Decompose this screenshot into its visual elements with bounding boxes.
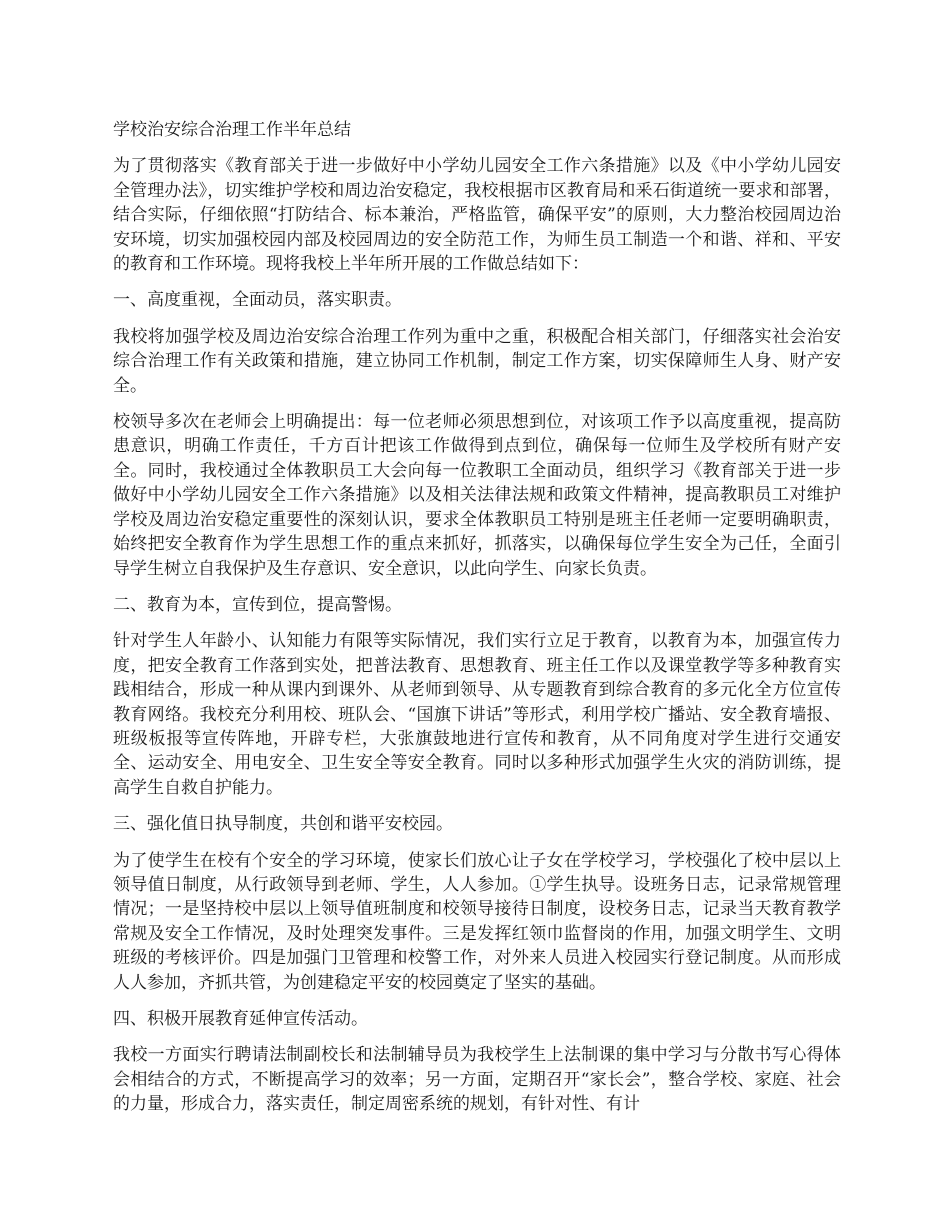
section-4-paragraph: 我校一方面实行聘请法制副校长和法制辅导员为我校学生上法制课的集中学习与分散书写心得体会相结合的方式，不断提高学习的效率；另一方面，定期召开“家长会”，整合学校、家庭、社会的力量，形成合力，落实责任，制定周密系统的规划，有针对性、有计 (113, 1045, 841, 1115)
section-3-paragraph: 为了使学生在校有个安全的学习环境，使家长们放心让子女在学校学习，学校强化了校中层以上领导值日制度，从行政领导到老师、学生，人人参加。①学生执导。设班务日志，记录常规管理情况；一是坚持校中层以上领导值班制度和校领导接待日制度，设校务日志，记录当天教育教学常规及安全工作情况，及时处理突发事件。三是发挥红领巾监督岗的作用，加强文明学生、文明班级的考核评价。四是加强门卫管理和校警工作，对外来人员进入校园实行登记制度。从而形成人人参加，齐抓共管，为创建稳定平安的校园奠定了坚实的基础。 (113, 850, 841, 993)
document-title: 学校治安综合治理工作半年总结 (113, 120, 351, 140)
intro-paragraph: 为了贯彻落实《教育部关于进一步做好中小学幼儿园安全工作六条措施》以及《中小学幼儿园安全管理办法》，切实维护学校和周边治安稳定，我校根据市区教育局和釆石街道统一要求和部署，结合实际，仔细依照“打防结合、标本兼治，严格监管，确保平安”的原则，大力整治校园周边治安环境，切实加强校园内部及校园周边的安全防范工作，为师生员工制造一个和谐、祥和、平安的教育和工作环境。现将我校上半年所开展的工作做总结如下： (113, 156, 841, 275)
document-page (113, 118, 841, 1129)
section-heading-2: 二、教育为本，宣传到位，提高警惕。 (113, 594, 402, 615)
section-1-paragraph-2: 校领导多次在老师会上明确提出：每一位老师必须思想到位，对该项工作予以高度重视，提高防患意识，明确工作责任，千方百计把该工作做得到点到位，确保每一位师生及学校所有财产安全。同时，我校通过全体教职员工大会向每一位教职工全面动员，组织学习《教育部关于进一步做好中小学幼儿园安全工作六条措施》以及相关法律法规和政策文件精神，提高教职员工对维护学校及周边治安稳定重要性的深刻认识，要求全体教职员工特别是班主任老师一定要明确职责，始终把安全教育作为学生思想工作的重点来抓好，抓落实，以确保每位学生安全为己任，全面引导学生树立自我保护及生存意识、安全意识，以此向学生、向家长负责。 (113, 412, 841, 579)
section-heading-4: 四、积极开展教育延伸宣传活动。 (113, 1009, 368, 1029)
section-heading-1: 一、高度重视，全面动员，落实职责。 (113, 290, 402, 311)
section-heading-3: 三、强化值日执导制度，共创和谐平安校园。 (113, 814, 453, 835)
section-1-paragraph-1: 我校将加强学校及周边治安综合治理工作列为重中之重，积极配合相关部门，仔细落实社会治安综合治理工作有关政策和措施，建立协同工作机制，制定工作方案，切实保障师生人身、财产安全。 (113, 326, 841, 396)
section-2-paragraph: 针对学生人年龄小、认知能力有限等实际情况，我们实行立足于教育，以教育为本，加强宣传力度，把安全教育工作落到实处，把普法教育、思想教育、班主任工作以及课堂教学等多种教育实践相结合，形成一种从课内到课外、从老师到领导、从专题教育到综合教育的多元化全方位宣传教育网络。我校充分利用校、班队会、“国旗下讲话”等形式，利用学校广播站、安全教育墙报、班级板报等宣传阵地，开辟专栏，大张旗鼓地进行宣传和教育，从不同角度对学生进行交通安全、运动安全、用电安全、卫生安全等安全教育。同时以多种形式加强学生火灾的消防训练，提高学生自救自护能力。 (113, 631, 841, 798)
